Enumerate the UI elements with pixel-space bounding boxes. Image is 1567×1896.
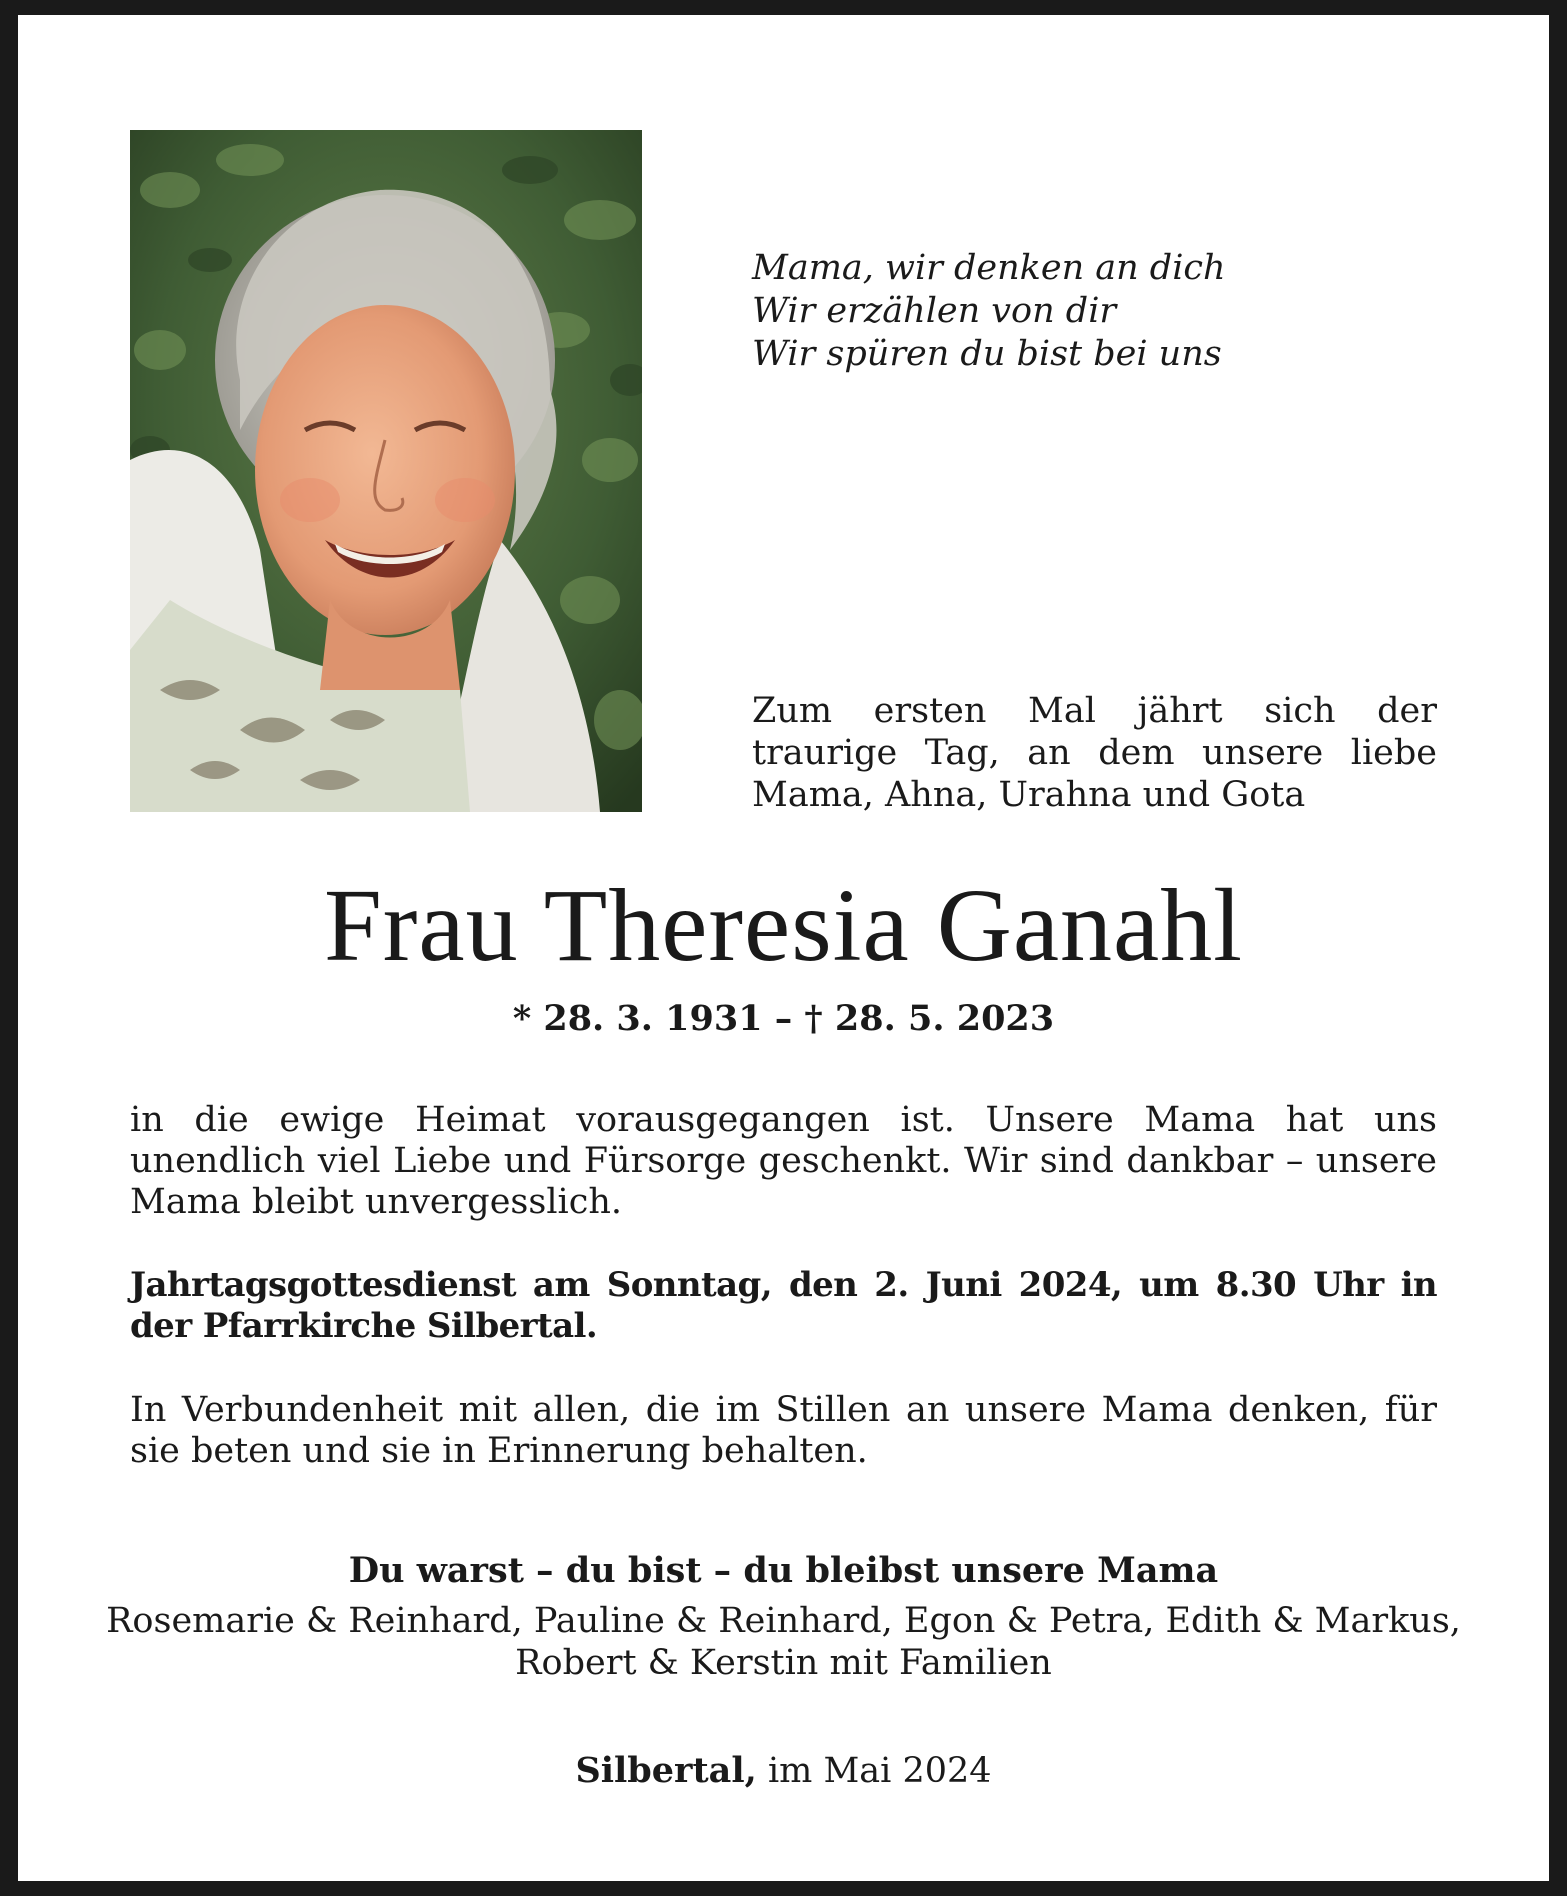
life-dates: * 28. 3. 1931 – † 28. 5. 2023 (512, 998, 1055, 1039)
family-line: Robert & Kerstin mit Familien (515, 1643, 1052, 1683)
memorial-poem (752, 247, 1472, 376)
portrait-photo (130, 130, 642, 812)
service-announcement: Jahrtagsgottesdienst am Sonntag, den 2. Juni 2024, um 8.30 Uhr in der Pfarrkirche Silbertal. (130, 1265, 1437, 1346)
family-line: Rosemarie & Reinhard, Pauline & Reinhard, Egon & Petra, Edith & Markus, (106, 1601, 1461, 1641)
family-signatures (18, 1600, 1549, 1684)
portrait-image-icon (130, 130, 642, 812)
anniversary-intro: Zum ersten Mal jährt sich der traurige Tag, an dem unsere liebe Mama, Ahna, Urahna und Gota (752, 691, 1437, 815)
place-date-line (18, 1750, 1549, 1792)
deceased-name: Frau Theresia Ganahl (323, 868, 1244, 983)
poem-line: Wir erzählen von dir (752, 291, 1117, 331)
family-motto: Du warst – du bist – du bleibst unsere Mama (348, 1550, 1219, 1591)
notice-date: im Mai 2024 (756, 1751, 992, 1791)
remembrance-paragraph: in die ewige Heimat vorausgegangen ist. Unsere Mama hat uns unendlich viel Liebe und Fürsorge geschenkt. Wir sind dankbar – unsere Mama bleibt unvergesslich. (130, 1100, 1437, 1222)
poem-line: Mama, wir denken an dich (752, 248, 1226, 288)
poem-line: Wir spüren du bist bei uns (752, 334, 1222, 374)
place-name: Silbertal, (575, 1750, 757, 1791)
gratitude-paragraph: In Verbundenheit mit allen, die im Stillen an unsere Mama denken, für sie beten und sie in Erinnerung behalten. (130, 1390, 1437, 1471)
obituary-card (18, 15, 1549, 1881)
